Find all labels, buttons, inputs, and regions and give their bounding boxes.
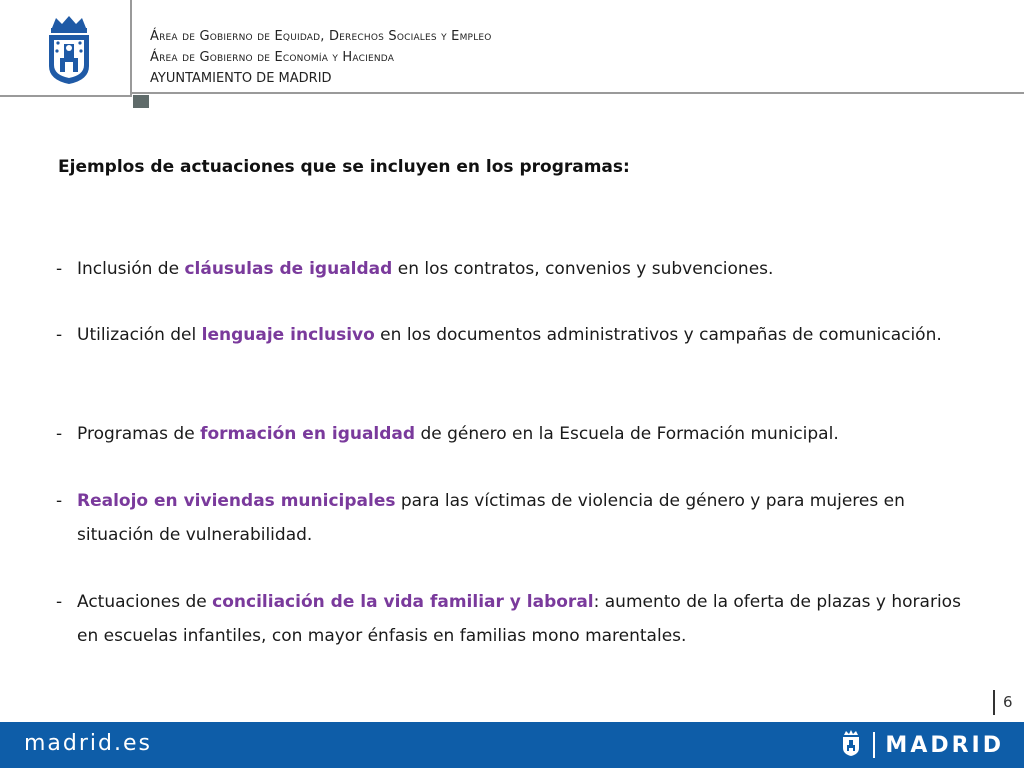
header-horizontal-divider-right — [131, 92, 1024, 94]
item-post: : aumento de la oferta de plazas y horarios en escuelas infantiles, con mayor énfasis en familias mono marentales. — [77, 592, 961, 646]
item-pre: Actuaciones de — [77, 592, 213, 612]
madrid-coat-of-arms-icon — [841, 730, 861, 760]
item-post: de género en la Escuela de Formación municipal. — [415, 424, 839, 444]
footer-bar — [0, 722, 1024, 768]
header-line-ayuntamiento: AYUNTAMIENTO DE MADRID — [150, 71, 332, 86]
list-dash: - — [56, 259, 63, 279]
header-line-equidad: Área de Gobierno de Equidad, Derechos Sociales y Empleo — [150, 29, 492, 44]
footer-brand-group — [841, 731, 1004, 759]
item-pre: Inclusión de — [77, 259, 185, 279]
list-item-text — [77, 252, 977, 286]
slide-header — [0, 0, 1024, 110]
list-item-text — [77, 484, 977, 552]
list-item-text — [77, 585, 977, 653]
header-department-lines — [150, 26, 492, 89]
item-post: en los documentos administrativos y campañas de comunicación. — [374, 325, 942, 345]
item-highlight: cláusulas de igualdad — [184, 259, 393, 279]
page-number-divider — [993, 690, 995, 715]
madrid-coat-of-arms-icon — [44, 14, 94, 86]
slide-title: Ejemplos de actuaciones que se incluyen en los programas: — [58, 157, 630, 177]
item-highlight: lenguaje inclusivo — [201, 325, 375, 345]
list-item-text — [77, 417, 977, 451]
list-dash: - — [56, 325, 63, 345]
page-number: 6 — [1003, 693, 1013, 711]
header-accent-square — [133, 95, 149, 108]
footer-site-link[interactable]: madrid.es — [24, 731, 152, 756]
item-post: en los contratos, convenios y subvenciones. — [392, 259, 774, 279]
footer-brand-divider — [873, 732, 875, 758]
list-item-text — [77, 318, 977, 352]
list-dash: - — [56, 424, 63, 444]
item-pre: Programas de — [77, 424, 201, 444]
header-line-economia: Área de Gobierno de Economía y Hacienda — [150, 50, 395, 65]
item-highlight: Realojo en viviendas municipales — [77, 491, 396, 511]
item-highlight: formación en igualdad — [200, 424, 416, 444]
item-highlight: conciliación de la vida familiar y laboral — [212, 592, 594, 612]
header-horizontal-divider-left — [0, 95, 131, 97]
item-post: para las víctimas de violencia de género y para mujeres en situación de vulnerabilidad. — [77, 491, 905, 545]
item-pre: Utilización del — [77, 325, 202, 345]
footer-brand-text: MADRID — [885, 732, 1004, 758]
list-dash: - — [56, 592, 63, 612]
header-vertical-divider — [130, 0, 132, 97]
list-dash: - — [56, 491, 63, 511]
